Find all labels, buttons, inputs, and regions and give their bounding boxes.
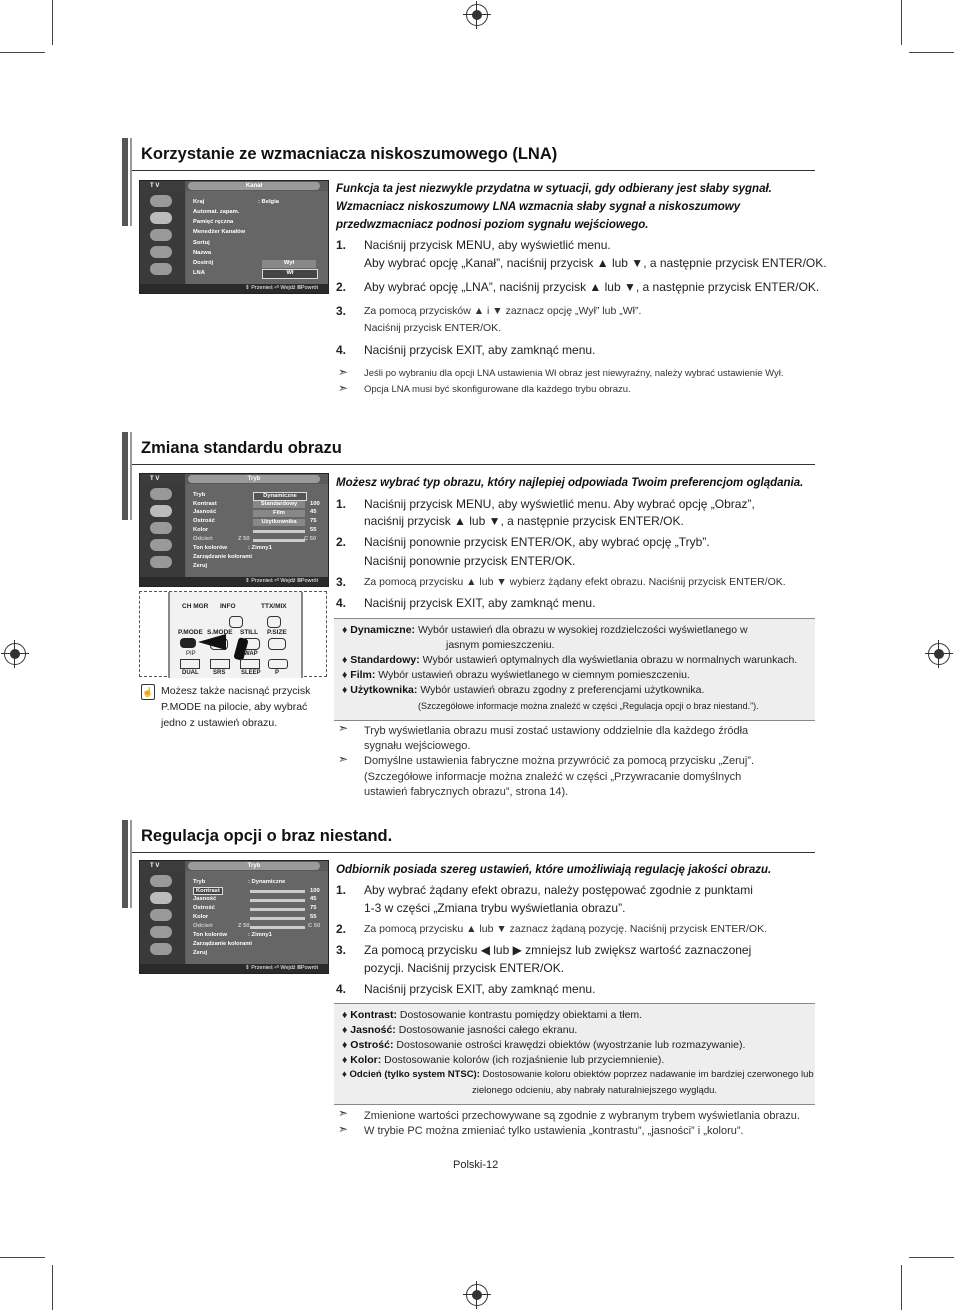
step-number: 2.	[336, 535, 347, 549]
osd-row: Nazwa	[193, 250, 212, 256]
osd-footer: ⇕ Przenieś ⏎ Wejdź ⅢPowrót	[140, 284, 328, 293]
osd-row: Tryb	[193, 492, 206, 498]
osd-row: Ton kolorów	[193, 545, 228, 551]
registration-mark-icon	[928, 643, 950, 665]
osd-number: 75	[310, 905, 317, 911]
registration-mark-icon	[4, 643, 26, 665]
crop-mark	[909, 1257, 954, 1258]
crop-mark	[52, 0, 53, 45]
osd-menu-mode	[139, 473, 329, 587]
osd-value: : Belgia	[258, 199, 279, 205]
picture-icon	[150, 505, 172, 517]
registration-mark-icon	[466, 4, 488, 26]
section-rule	[132, 464, 815, 465]
osd-value: : Zimny1	[248, 545, 272, 551]
osd-value: : Dynamiczne	[248, 879, 286, 885]
step-line: Naciśnij przycisk EXIT, aby zamknąć menu.	[364, 596, 596, 610]
osd-number: 55	[310, 914, 317, 920]
osd-row: Odcień	[193, 536, 213, 542]
box-line: ♦ Odcień (tylko system NTSC): Dostosowanie koloru obiektów poprzez nadawanie im bardziej czerwonego lub	[342, 1069, 814, 1080]
remote-label: TTX/MIX	[261, 603, 287, 610]
note-arrow-icon: ➣	[338, 752, 349, 766]
remote-label: INFO	[220, 603, 236, 610]
box-key: Standardowy:	[350, 654, 420, 666]
sound-icon	[150, 522, 172, 534]
step-line: Naciśnij przycisk ENTER/OK.	[364, 322, 502, 334]
osd-row: Odcień	[193, 923, 213, 929]
note-arrow-icon: ➣	[338, 381, 349, 395]
step-line: Za pomocą przycisku ▲ lub ▼ wybierz żądany efekt obrazu. Naciśnij przycisk ENTER/OK.	[364, 576, 786, 588]
osd-option-off: Wył	[262, 260, 316, 268]
box-key: Jasność:	[350, 1024, 396, 1036]
osd-number: 75	[310, 518, 317, 524]
osd-tint-left: Z 50	[238, 923, 250, 929]
picture-icon	[150, 892, 172, 904]
osd-number: 100	[310, 888, 320, 894]
osd-row: Zarządzanie kolorami	[193, 941, 252, 947]
box-line: ♦ Użytkownika: Wybór ustawień obrazu zgodny z preferencjami użytkownika.	[342, 684, 705, 696]
box-line: ♦ Jasność: Dostosowanie jasności całego ekranu.	[342, 1024, 578, 1036]
osd-number: 45	[310, 896, 317, 902]
box-line	[472, 1085, 717, 1096]
osd-slider	[253, 539, 305, 542]
osd-sidebar	[140, 191, 185, 284]
setup-icon	[150, 556, 172, 568]
step-number: 1.	[336, 883, 347, 897]
osd-tint-left: Z 50	[238, 536, 250, 542]
box-value: jasnym pomieszczeniu.	[446, 639, 555, 651]
note-text: ustawień fabrycznych obrazu”, strona 14).	[364, 786, 569, 798]
remote-label: DUAL	[182, 670, 199, 676]
step-line: pozycji. Naciśnij przycisk ENTER/OK.	[364, 961, 565, 975]
osd-row-selected: Kontrast	[193, 887, 223, 895]
info-box-settings	[334, 1003, 815, 1105]
ttx-button-icon	[267, 616, 281, 628]
box-value: Dostosowanie jasności całego ekranu.	[398, 1024, 578, 1036]
section-title-lna: Korzystanie ze wzmacniacza niskoszumowego (LNA)	[141, 145, 558, 163]
pip-button	[180, 659, 200, 669]
remote-note: Możesz także nacisnąć przycisk	[161, 685, 311, 697]
osd-row: LNA	[193, 270, 205, 276]
section-bar	[122, 820, 128, 908]
info-box-modes	[334, 618, 815, 721]
note-text: Tryb wyświetlania obrazu musi zostać ustawiony oddzielnie dla każdego źródła	[364, 725, 749, 737]
box-value: Dostosowanie ostrości krawędzi obiektów (wyostrzanie lub rozmazywanie).	[396, 1039, 746, 1051]
section-bar	[130, 138, 132, 226]
step-number: 4.	[336, 982, 347, 996]
box-key: Kontrast:	[350, 1009, 397, 1021]
note-text: Opcja LNA musi być skonfigurowane dla każdego trybu obrazu.	[364, 384, 631, 395]
intro-text: Funkcja ta jest niezwykle przydatna w sytuacji, gdy odbierany jest słaby sygnał. Wzmacniacz niskoszumowy LNA wzmacnia słaby sygnał a niskoszumowy przedwzmacniacz podnosi poziom sygnału wejściowego.	[336, 183, 772, 231]
osd-row: Jasność	[193, 509, 217, 515]
remote-label: P	[275, 670, 280, 676]
osd-slider	[250, 890, 305, 893]
step-line: Naciśnij ponownie przycisk ENTER/OK, aby wybrać opcję „Tryb”.	[364, 535, 710, 549]
osd-header: Tryb	[188, 862, 320, 870]
remote-label: WAP	[244, 651, 258, 657]
osd-value: : Zimny1	[248, 932, 272, 938]
osd-tv-label: T V	[140, 181, 185, 191]
osd-row: Kraj	[193, 199, 205, 205]
note-text: Zmienione wartości przechowywane są zgodnie z wybranym trybem wyświetlania obrazu.	[364, 1110, 800, 1122]
remote-note: P.MODE na pilocie, aby wybrać	[161, 701, 308, 713]
section-title-custom-picture: Regulacja opcji o braz niestand.	[141, 827, 393, 845]
osd-row: Jasność	[193, 896, 217, 902]
step-number: 2.	[336, 922, 347, 936]
box-line	[418, 701, 759, 711]
remote-label: SLEEP	[241, 670, 261, 676]
box-value: Dostosowanie kolorów (ich rozjaśnienie lub przyciemnienie).	[384, 1054, 665, 1066]
crop-mark	[901, 1265, 902, 1310]
osd-row: Dostrój	[193, 260, 214, 266]
remote-button	[210, 659, 230, 669]
crop-mark	[0, 52, 45, 53]
box-line: ♦ Dynamiczne: Wybór ustawień dla obrazu w wysokiej rozdzielczości wyświetlanego w	[342, 624, 748, 636]
osd-tint-right: C 50	[304, 536, 317, 542]
intro-text: Odbiornik posiada szereg ustawień, które umożliwiają regulację jakości obrazu.	[336, 864, 772, 876]
antenna-icon	[150, 875, 172, 887]
box-value: Wybór ustawień optymalnych dla wyświetlania obrazu w normalnych warunkach.	[422, 654, 798, 666]
box-value: (Szczegółowe informacje można znaleźć w części „Regulacja opcji o braz niestand.”).	[418, 701, 759, 711]
box-value: Wybór ustawień obrazu zgodny z preferencjami użytkownika.	[420, 684, 705, 696]
note-arrow-icon: ➣	[338, 1106, 349, 1120]
step-line: Naciśnij przycisk EXIT, aby zamknąć menu.	[364, 982, 596, 996]
osd-sidebar	[140, 871, 185, 964]
sound-icon	[150, 909, 172, 921]
remote-label: P.MODE	[178, 629, 203, 636]
box-key: Kolor:	[350, 1054, 382, 1066]
osd-number: 100	[310, 501, 320, 507]
box-value: Dostosowanie koloru obiektów poprzez nadawanie im bardziej czerwonego lub	[482, 1069, 814, 1080]
info-button-icon	[229, 616, 243, 628]
box-line: ♦ Kolor: Dostosowanie kolorów (ich rozjaśnienie lub przyciemnienie).	[342, 1054, 665, 1066]
box-line: ♦ Film: Wybór ustawień obrazu wyświetlanego w ciemnym pomieszczeniu.	[342, 669, 690, 681]
osd-slider	[250, 908, 305, 911]
osd-tv-label: T V	[140, 474, 185, 484]
input-icon	[150, 926, 172, 938]
section-bar	[122, 138, 128, 226]
osd-option: Dynamiczne	[253, 492, 307, 501]
sound-icon	[150, 229, 172, 241]
step-line: Aby wybrać żądany efekt obrazu, należy postępować zgodnie z punktami	[364, 883, 753, 897]
section-bar	[130, 820, 132, 908]
osd-number: 55	[310, 527, 317, 533]
osd-row: Kontrast	[193, 501, 217, 507]
step-line: Naciśnij przycisk MENU, aby wyświetlić menu.	[364, 238, 611, 252]
step-line: Naciśnij ponownie przycisk ENTER/OK.	[364, 554, 576, 568]
page-number: Polski-12	[453, 1159, 499, 1171]
osd-footer: ⇕ Przenieś ⏎ Wejdź ⅢPowrót	[140, 964, 328, 973]
osd-menu-custom	[139, 860, 329, 974]
osd-number: 45	[310, 509, 317, 515]
remote-image	[139, 591, 327, 677]
hand-icon: ☝	[141, 684, 155, 700]
osd-row: Kolor	[193, 527, 209, 533]
box-value: Wybór ustawień dla obrazu w wysokiej rozdzielczości wyświetlanego w	[417, 624, 748, 636]
crop-mark	[901, 0, 902, 45]
osd-header: Tryb	[188, 475, 320, 483]
pointer-arrow-icon	[198, 634, 226, 650]
input-icon	[150, 539, 172, 551]
box-line	[446, 639, 555, 651]
box-key: Użytkownika:	[350, 684, 418, 696]
box-line: ♦ Ostrość: Dostosowanie ostrości krawędzi obiektów (wyostrzanie lub rozmazywanie).	[342, 1039, 746, 1051]
box-key: Film:	[350, 669, 376, 681]
osd-menu-channel	[139, 180, 329, 294]
setup-icon	[150, 943, 172, 955]
osd-header: Kanał	[188, 182, 320, 190]
pmode-button	[180, 638, 196, 648]
crop-mark	[909, 52, 954, 53]
osd-row: Zeruj	[193, 563, 208, 569]
osd-row: Ostrość	[193, 905, 215, 911]
osd-slider	[250, 926, 305, 929]
osd-footer: ⇕ Przenieś ⏎ Wejdź ⅢPowrót	[140, 577, 328, 586]
note-text: Jeśli po wybraniu dla opcji LNA ustawienia Wł obraz jest niewyraźny, należy wybrać ustawienie Wył.	[364, 368, 784, 379]
osd-tv-label: T V	[140, 861, 185, 871]
remote-label: CH MGR	[182, 603, 209, 610]
step-line: Za pomocą przycisku ◀ lub ▶ zmniejsz lub zwiększ wartość zaznaczonej	[364, 943, 752, 957]
input-icon	[150, 246, 172, 258]
crop-mark	[0, 1257, 45, 1258]
osd-slider	[250, 899, 305, 902]
osd-slider	[250, 917, 305, 920]
remote-label: PIP	[186, 651, 196, 657]
step-number: 1.	[336, 238, 347, 252]
step-line: Aby wybrać opcję „LNA”, naciśnij przycisk ▲ lub ▼, a następnie przycisk ENTER/OK.	[364, 280, 820, 294]
step-line: Naciśnij przycisk MENU, aby wyświetlić menu. Aby wybrać opcję „Obraz”,	[364, 497, 755, 511]
step-number: 1.	[336, 497, 347, 511]
osd-row: Zarządzanie kolorami	[193, 554, 252, 560]
picture-icon	[150, 212, 172, 224]
box-key: Odcień (tylko system NTSC):	[349, 1069, 480, 1080]
osd-row: Pamięć ręczna	[193, 219, 234, 225]
box-value: zielonego odcieniu, aby nabrały naturalniejszego wyglądu.	[472, 1085, 718, 1096]
osd-row: Tryb	[193, 879, 206, 885]
step-line: 1-3 w części „Zmiana trybu wyświetlania obrazu”.	[364, 901, 626, 915]
note-text: W trybie PC można zmieniać tylko ustawienia „kontrastu”, „jasności” i „koloru”.	[364, 1125, 744, 1137]
step-line: Za pomocą przycisku ▲ lub ▼ zaznacz żądaną pozycję. Naciśnij przycisk ENTER/OK.	[364, 923, 768, 935]
step-number: 2.	[336, 280, 347, 294]
osd-slider	[253, 530, 305, 533]
osd-sidebar	[140, 484, 185, 577]
osd-row: Ton kolorów	[193, 932, 228, 938]
step-line: Naciśnij przycisk EXIT, aby zamknąć menu.	[364, 343, 596, 357]
remote-label: S.MODE	[207, 629, 233, 636]
step-number: 4.	[336, 596, 347, 610]
section-rule	[132, 852, 815, 853]
box-line: ♦ Kontrast: Dostosowanie kontrastu pomiędzy obiektami a tłem.	[342, 1009, 643, 1021]
remote-label: P.SIZE	[267, 629, 287, 636]
box-value: Dostosowanie kontrastu pomiędzy obiektami a tłem.	[399, 1009, 643, 1021]
note-text: sygnału wejściowego.	[364, 740, 471, 752]
remote-button	[240, 659, 260, 669]
step-number: 3.	[336, 575, 347, 589]
box-value: Wybór ustawień obrazu wyświetlanego w ciemnym pomieszczeniu.	[378, 669, 690, 681]
step-number: 3.	[336, 304, 347, 318]
note-arrow-icon: ➣	[338, 1122, 349, 1136]
section-bar	[130, 432, 132, 520]
osd-row: Zeruj	[193, 950, 208, 956]
box-line: ♦ Standardowy: Wybór ustawień optymalnych dla wyświetlania obrazu w normalnych warunkach.	[342, 654, 798, 666]
section-bar	[122, 432, 128, 520]
note-arrow-icon: ➣	[338, 721, 349, 735]
step-line: naciśnij przycisk ▲ lub ▼, a następnie przycisk ENTER/OK.	[364, 514, 684, 528]
osd-row: Automat. zapam.	[193, 209, 240, 215]
psize-button	[268, 638, 286, 650]
section-rule	[132, 170, 815, 171]
antenna-icon	[150, 488, 172, 500]
registration-mark-icon	[466, 1284, 488, 1306]
section-title-picture-mode: Zmiana standardu obrazu	[141, 439, 342, 457]
setup-icon	[150, 263, 172, 275]
intro-text: Możesz wybrać typ obrazu, który najlepiej odpowiada Twoim preferencjom oglądania.	[336, 477, 804, 489]
osd-option: Standardowy	[253, 501, 305, 508]
remote-label: SRS	[213, 670, 226, 676]
step-line: Za pomocą przycisków ▲ i ▼ zaznacz opcję „Wył” lub „Wł”.	[364, 305, 642, 317]
remote-label: STILL	[240, 629, 259, 636]
remote-button	[268, 659, 288, 669]
osd-row: Sortuj	[193, 240, 210, 246]
osd-option: Użytkownika	[253, 519, 305, 526]
osd-row: Kolor	[193, 914, 209, 920]
box-key: Ostrość:	[350, 1039, 394, 1051]
antenna-icon	[150, 195, 172, 207]
crop-mark	[52, 1265, 53, 1310]
step-number: 4.	[336, 343, 347, 357]
note-text: Domyślne ustawienia fabryczne można przywrócić za pomocą przycisku „Zeruj”.	[364, 755, 755, 767]
osd-option-on: Wł	[262, 269, 318, 279]
osd-row: Ostrość	[193, 518, 215, 524]
remote-note: jedno z ustawień obrazu.	[161, 717, 278, 729]
note-text: (Szczegółowe informacje można znaleźć w części „Przywracanie domyślnych	[364, 771, 742, 783]
step-number: 3.	[336, 943, 347, 957]
osd-tint-right: C 50	[308, 923, 321, 929]
note-arrow-icon: ➣	[338, 365, 349, 379]
step-line: Aby wybrać opcję „Kanał”, naciśnij przycisk ▲ lub ▼, a następnie przycisk ENTER/OK.	[364, 256, 827, 270]
osd-option: Film	[253, 510, 305, 517]
osd-row: Menedżer Kanałów	[193, 229, 246, 235]
box-key: Dynamiczne:	[350, 624, 416, 636]
